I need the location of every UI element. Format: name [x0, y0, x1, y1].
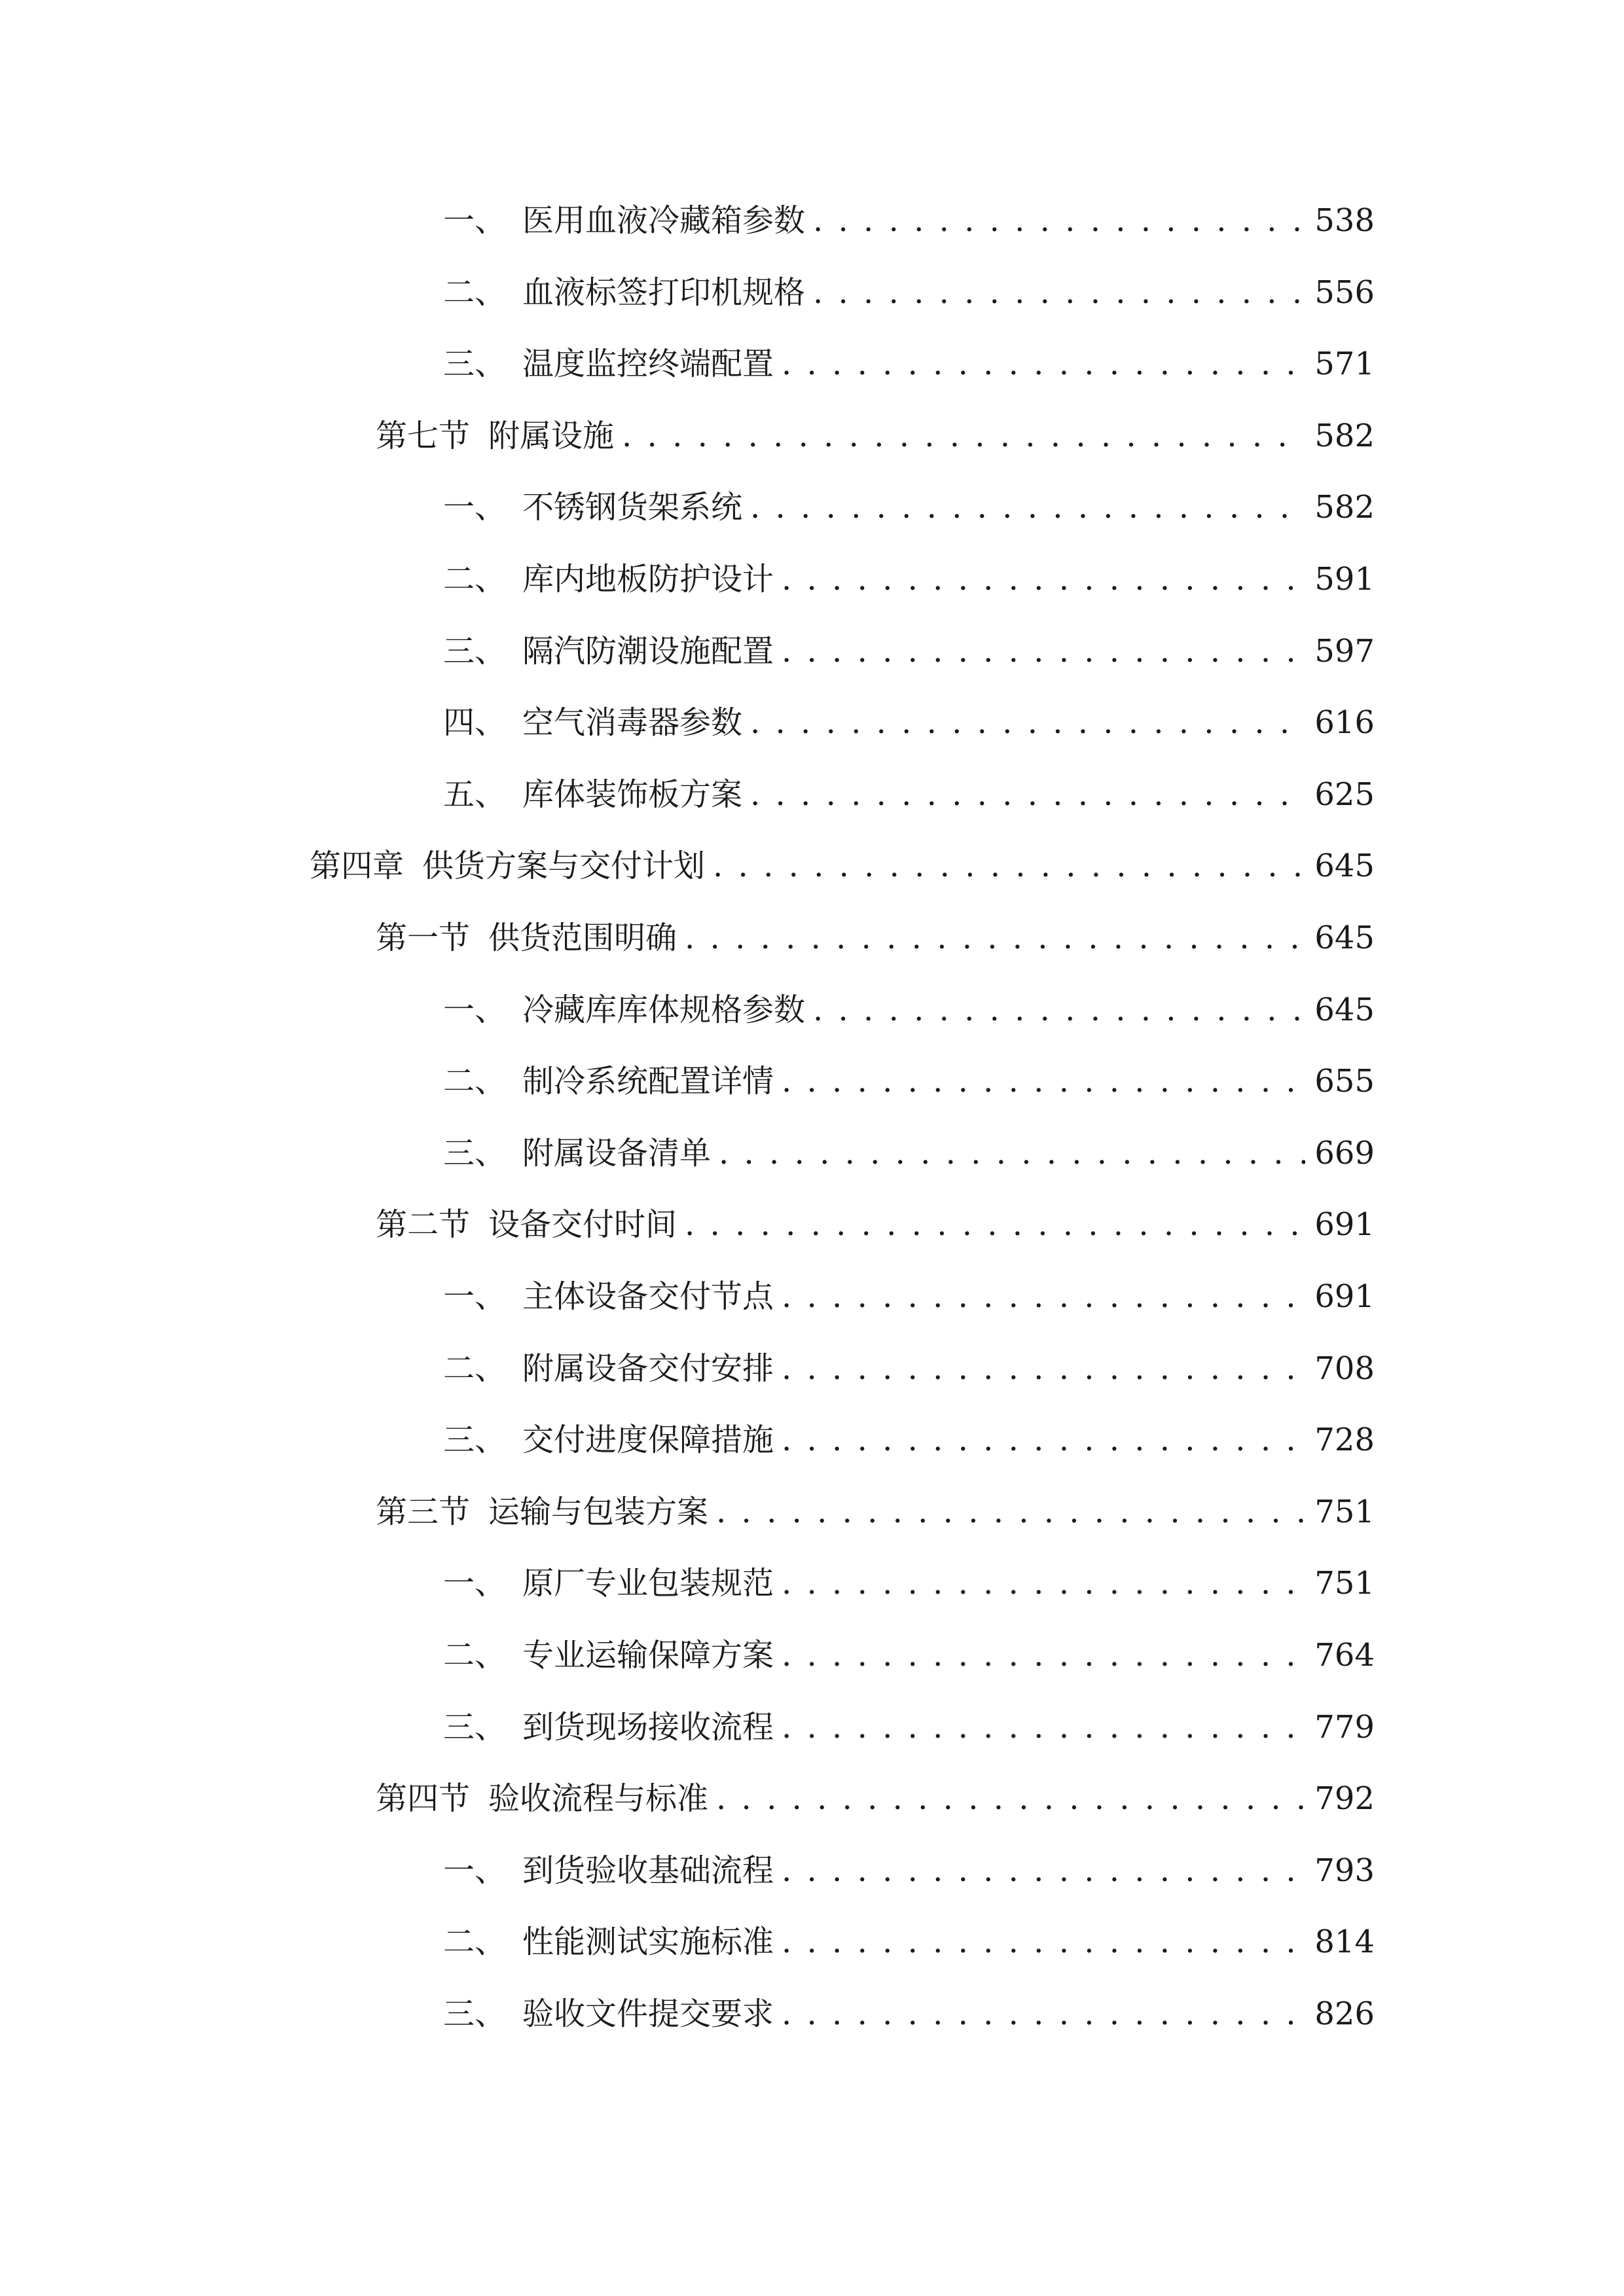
toc-leader-dots	[716, 1772, 1305, 1825]
toc-entry[interactable]	[376, 1486, 1375, 1538]
toc-entry-title: 空气消毒器参数	[522, 704, 743, 741]
toc-entry-title: 制冷系统配置详情	[522, 1063, 774, 1100]
toc-entry-number: 二、	[443, 1637, 507, 1674]
toc-leader-dots	[813, 266, 1305, 319]
toc-entry-page: 625	[1314, 776, 1375, 813]
toc-entry-number: 一、	[443, 1852, 507, 1889]
toc-entry-page: 655	[1314, 1063, 1375, 1100]
toc-entry[interactable]	[376, 1772, 1375, 1825]
toc-leader-dots	[813, 194, 1305, 247]
toc-entry-page: 645	[1314, 992, 1375, 1028]
toc-entry-title: 医用血液冷藏箱参数	[522, 202, 806, 239]
toc-entry-title: 供货方案与交付计划	[422, 848, 706, 884]
toc-entry[interactable]	[443, 553, 1375, 605]
toc-entry-number: 一、	[443, 1565, 507, 1602]
toc-leader-dots	[782, 338, 1305, 390]
toc-leader-dots	[782, 1557, 1305, 1609]
toc-entry-page: 645	[1314, 848, 1375, 884]
toc-entry[interactable]	[443, 696, 1375, 749]
toc-entry-title: 设备交付时间	[488, 1206, 677, 1243]
toc-entry-number: 三、	[443, 1709, 507, 1746]
toc-leader-dots	[716, 1486, 1305, 1538]
toc-entry-page: 597	[1314, 633, 1375, 670]
toc-entry-page: 793	[1314, 1852, 1375, 1889]
toc-entry-number: 二、	[443, 1063, 507, 1100]
toc-leader-dots	[782, 1342, 1305, 1395]
toc-leader-dots	[782, 1055, 1305, 1107]
toc-entry[interactable]	[443, 1414, 1375, 1466]
toc-entry-number: 三、	[443, 1422, 507, 1458]
toc-entry[interactable]	[443, 1988, 1375, 2040]
toc-leader-dots	[750, 696, 1305, 749]
toc-entry[interactable]	[443, 1844, 1375, 1897]
toc-entry[interactable]	[443, 1557, 1375, 1609]
toc-entry[interactable]	[310, 840, 1375, 892]
toc-leader-dots	[782, 553, 1305, 605]
toc-entry[interactable]	[443, 1701, 1375, 1753]
toc-leader-dots	[782, 1844, 1305, 1897]
toc-entry-title: 附属设备交付安排	[522, 1350, 774, 1387]
toc-entry-page: 814	[1314, 1924, 1375, 1960]
toc-leader-dots	[782, 625, 1305, 677]
toc-entry-page: 728	[1314, 1422, 1375, 1458]
toc-leader-dots	[750, 481, 1305, 533]
toc-entry[interactable]	[443, 194, 1375, 247]
toc-entry-page: 616	[1314, 704, 1375, 741]
toc-entry[interactable]	[443, 1055, 1375, 1107]
toc-entry-page: 792	[1314, 1780, 1375, 1817]
toc-leader-dots	[685, 912, 1305, 964]
toc-entry-title: 冷藏库库体规格参数	[522, 992, 806, 1028]
toc-entry[interactable]	[443, 1629, 1375, 1681]
toc-leader-dots	[782, 1414, 1305, 1466]
toc-entry[interactable]	[443, 768, 1375, 821]
toc-entry-number: 三、	[443, 1135, 507, 1172]
toc-entry-number: 一、	[443, 489, 507, 526]
toc-leader-dots	[813, 984, 1305, 1036]
toc-entry-number: 四、	[443, 704, 507, 741]
toc-leader-dots	[782, 1270, 1305, 1323]
toc-entry-number: 二、	[443, 274, 507, 311]
toc-entry-number: 二、	[443, 1924, 507, 1960]
toc-entry-title: 库体装饰板方案	[522, 776, 743, 813]
toc-entry-title: 专业运输保障方案	[522, 1637, 774, 1674]
toc-entry-title: 隔汽防潮设施配置	[522, 633, 774, 670]
toc-entry-number: 一、	[443, 1278, 507, 1315]
toc-leader-dots	[782, 1629, 1305, 1681]
toc-entry[interactable]	[443, 1127, 1375, 1179]
toc-entry-number: 三、	[443, 346, 507, 382]
toc-entry-number: 第四章	[310, 848, 405, 884]
toc-entry-title: 不锈钢货架系统	[522, 489, 743, 526]
toc-entry-number: 第一节	[376, 920, 471, 956]
toc-entry-title: 验收文件提交要求	[522, 1996, 774, 2032]
toc-entry[interactable]	[443, 1342, 1375, 1395]
toc-entry-title: 供货范围明确	[488, 920, 677, 956]
toc-entry-title: 交付进度保障措施	[522, 1422, 774, 1458]
toc-leader-dots	[782, 1701, 1305, 1753]
toc-entry[interactable]	[443, 984, 1375, 1036]
toc-entry-page: 538	[1314, 202, 1375, 239]
toc-entry-page: 751	[1314, 1494, 1375, 1530]
toc-entry-page: 691	[1314, 1206, 1375, 1243]
toc-entry[interactable]	[443, 1270, 1375, 1323]
toc-entry-page: 582	[1314, 418, 1375, 454]
toc-entry[interactable]	[443, 1916, 1375, 1968]
toc-entry-number: 二、	[443, 561, 507, 598]
toc-entry-title: 到货现场接收流程	[522, 1709, 774, 1746]
toc-entry-page: 591	[1314, 561, 1375, 598]
toc-entry-page: 708	[1314, 1350, 1375, 1387]
toc-leader-dots	[622, 410, 1305, 462]
toc-entry-title: 库内地板防护设计	[522, 561, 774, 598]
toc-entry[interactable]	[443, 481, 1375, 533]
toc-leader-dots	[719, 1127, 1305, 1179]
toc-entry-number: 一、	[443, 992, 507, 1028]
toc-leader-dots	[782, 1916, 1305, 1968]
toc-entry[interactable]	[443, 266, 1375, 319]
toc-entry-page: 582	[1314, 489, 1375, 526]
toc-entry-page: 779	[1314, 1709, 1375, 1746]
toc-entry-number: 三、	[443, 1996, 507, 2032]
toc-entry[interactable]	[443, 338, 1375, 390]
toc-entry-page: 764	[1314, 1637, 1375, 1674]
toc-entry-number: 第三节	[376, 1494, 471, 1530]
toc-entry-title: 运输与包装方案	[488, 1494, 709, 1530]
toc-entry-page: 556	[1314, 274, 1375, 311]
toc-entry-number: 一、	[443, 202, 507, 239]
toc-entry[interactable]	[376, 912, 1375, 964]
toc-entry[interactable]	[376, 1198, 1375, 1251]
toc-entry-title: 到货验收基础流程	[522, 1852, 774, 1889]
toc-entry-number: 五、	[443, 776, 507, 813]
toc-entry-page: 826	[1314, 1996, 1375, 2032]
toc-leader-dots	[750, 768, 1305, 821]
toc-entry-title: 温度监控终端配置	[522, 346, 774, 382]
toc-entry-page: 751	[1314, 1565, 1375, 1602]
toc-entry-title: 验收流程与标准	[488, 1780, 709, 1817]
toc-leader-dots	[782, 1988, 1305, 2040]
toc-entry-page: 691	[1314, 1278, 1375, 1315]
toc-entry-page: 571	[1314, 346, 1375, 382]
toc-entry[interactable]	[376, 410, 1375, 462]
toc-entry-number: 第七节	[376, 418, 471, 454]
toc-leader-dots	[685, 1198, 1305, 1251]
toc-entry[interactable]	[443, 625, 1375, 677]
toc-entry-number: 第四节	[376, 1780, 471, 1817]
toc-entry-title: 附属设备清单	[522, 1135, 712, 1172]
toc-entry-title: 附属设施	[488, 418, 615, 454]
toc-entry-title: 主体设备交付节点	[522, 1278, 774, 1315]
toc-entry-title: 性能测试实施标准	[522, 1924, 774, 1960]
toc-entry-title: 原厂专业包装规范	[522, 1565, 774, 1602]
toc-entry-number: 第二节	[376, 1206, 471, 1243]
toc-leader-dots	[713, 840, 1305, 892]
toc-entry-number: 三、	[443, 633, 507, 670]
toc-entry-page: 645	[1314, 920, 1375, 956]
toc-entry-title: 血液标签打印机规格	[522, 274, 806, 311]
toc-entry-number: 二、	[443, 1350, 507, 1387]
toc-entry-page: 669	[1314, 1135, 1375, 1172]
